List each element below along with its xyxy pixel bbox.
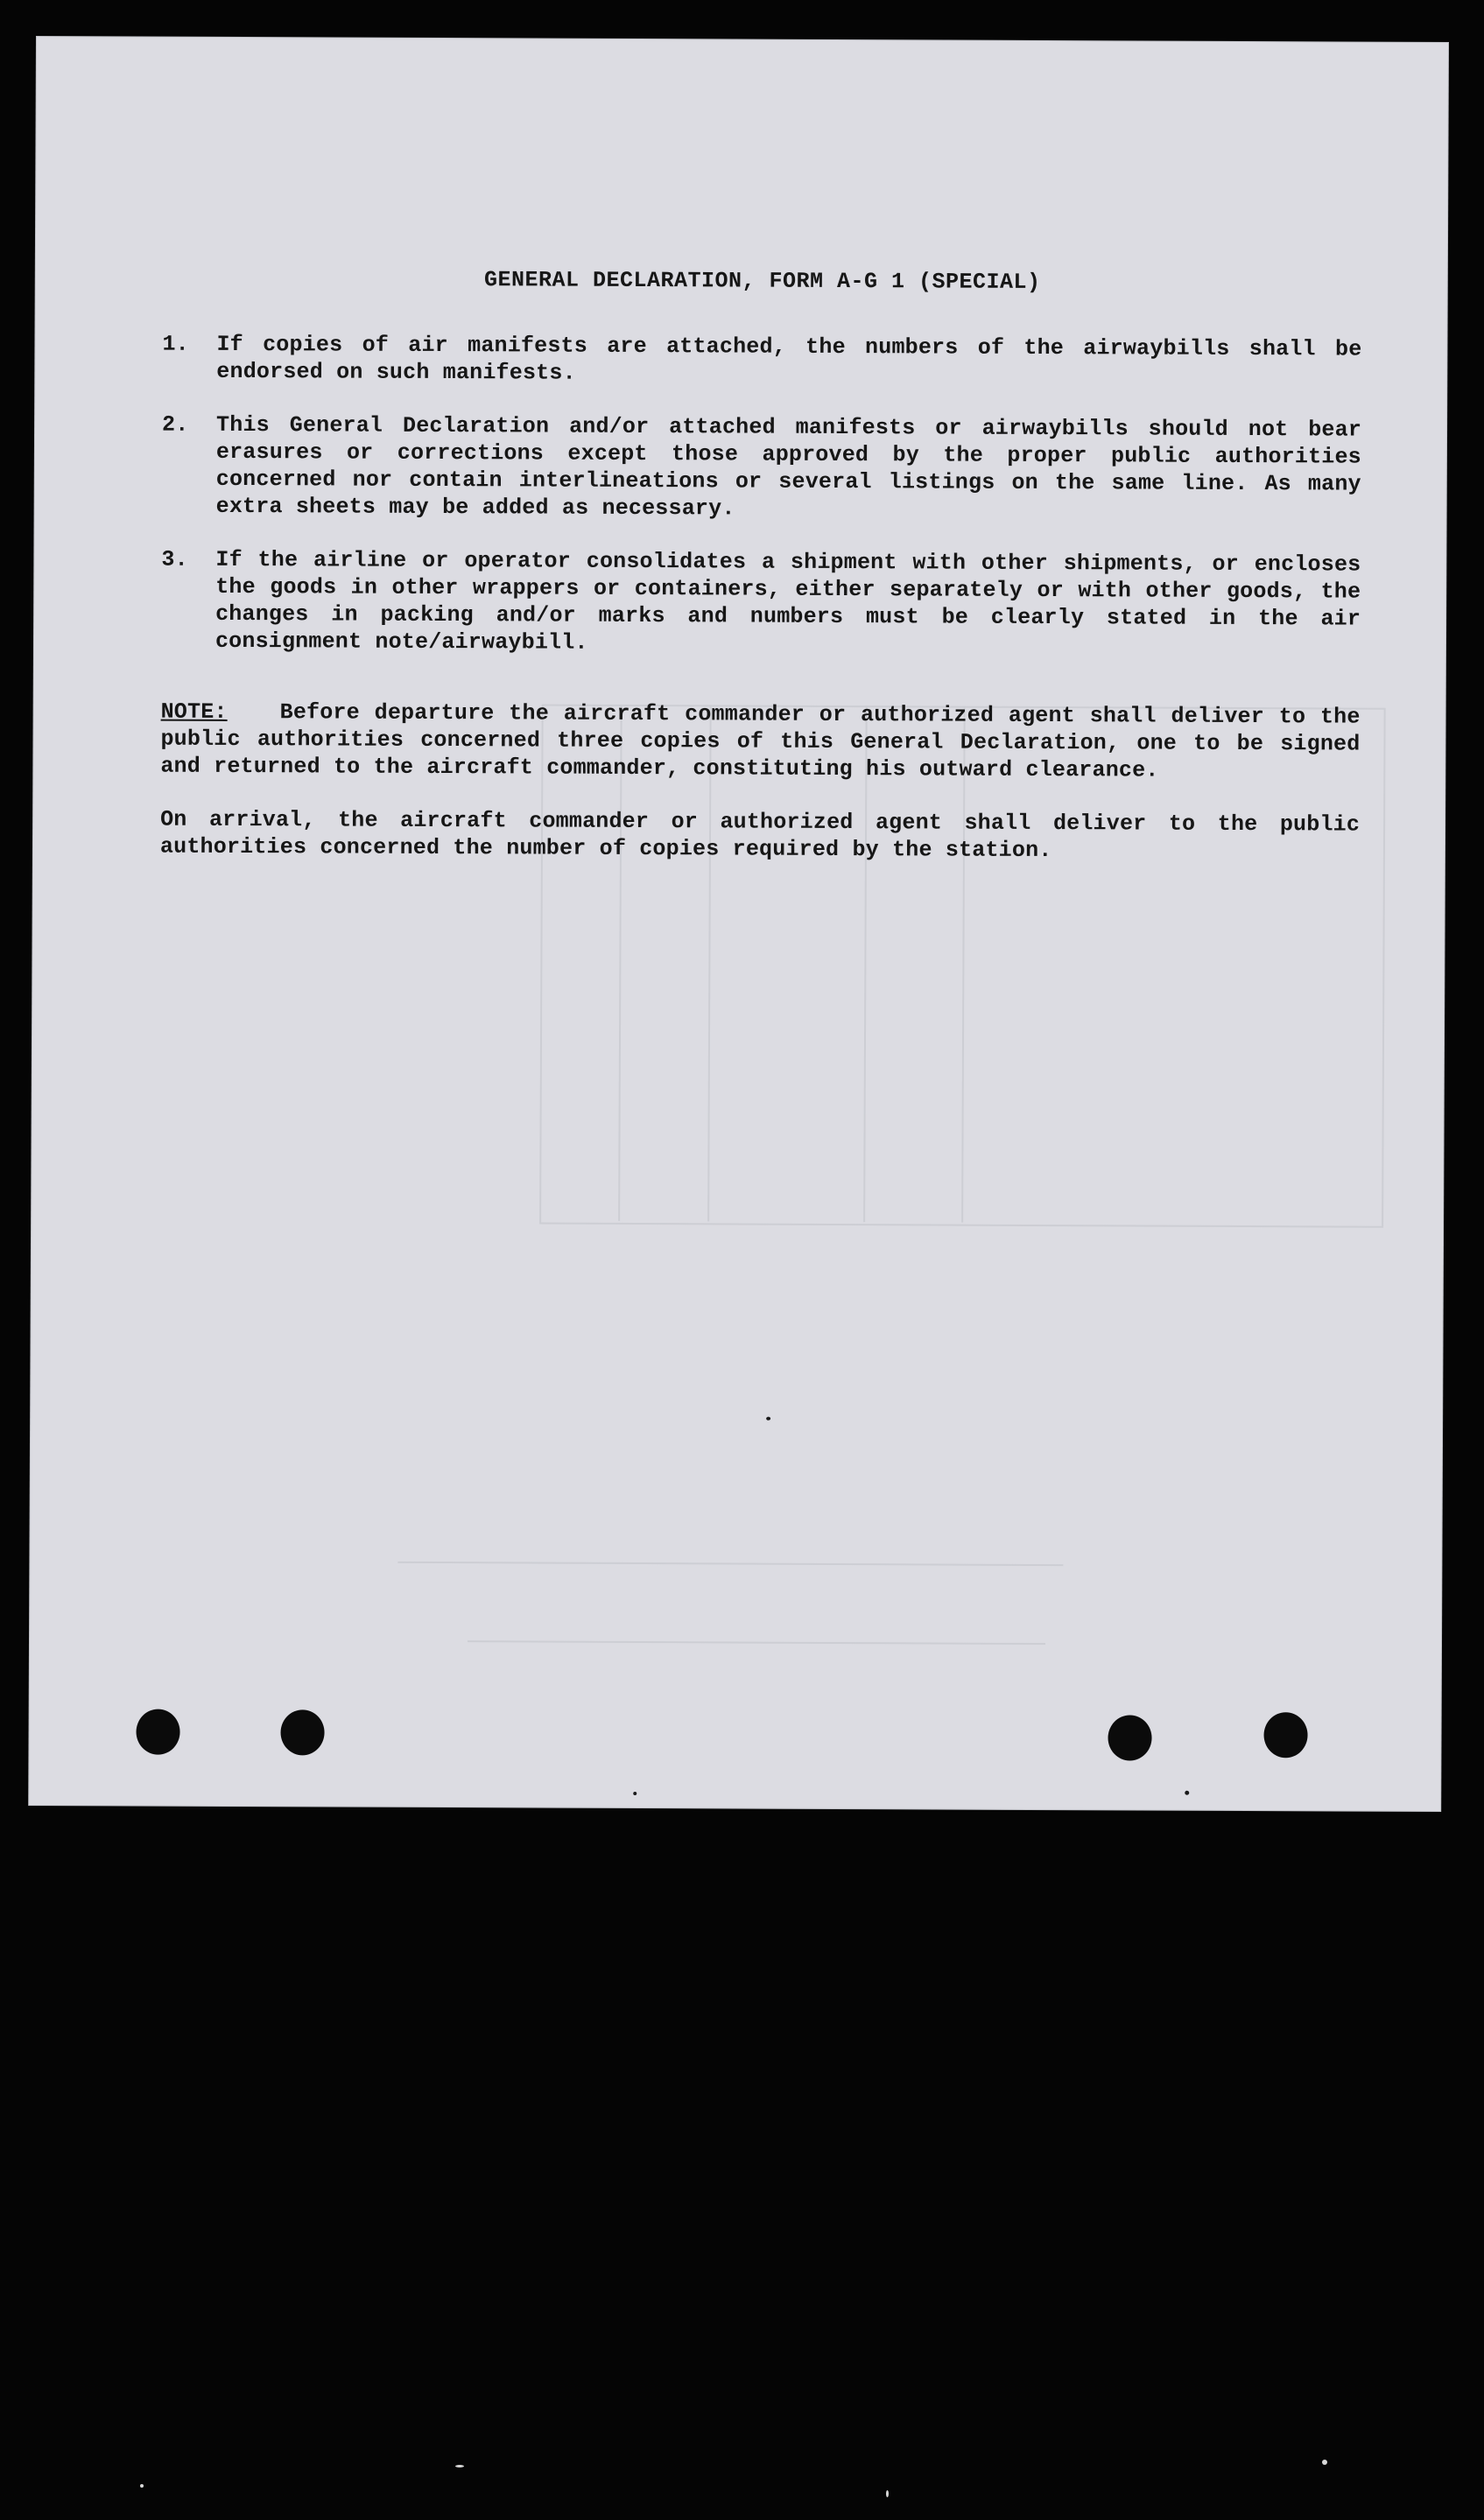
scan-speck [886,2490,889,2497]
note-paragraph [160,698,1360,785]
item-number: 2. [162,411,189,438]
instruction-item [161,546,1361,660]
item-text: If copies of air manifests are attached, the numbers of the airwaybills shall be endorsed on such manifests. [216,331,1362,386]
scan-speck [1322,2460,1327,2465]
note-label: NOTE: [160,698,228,725]
item-text: This General Declaration and/or attached manifests or airwaybills should not bear erasures or corrections except those approved by the proper public authorities concerned nor contain interlineations or several listings on the same line. As many extra sheets may be added as necessary. [215,411,1362,522]
instruction-item [162,411,1362,525]
page-title: GENERAL DECLARATION, FORM A-G 1 (SPECIAL) [483,267,1041,296]
item-text: If the airline or operator consolidates a shipment with other shipments, or encloses the goods in other wrappers or containers, either separately or with other goods, the changes in packing and/or marks and numbers must be clearly stated in the air consignment note/airwaybill. [215,546,1361,656]
note-text: Before departure the aircraft commander or authorized agent shall deliver to the public authorities concerned three copies of this General Declaration, one to be signed and returned to the aircraft commander, constituting his outward clearance. [160,699,1361,783]
bleed-through-line [397,1562,1063,1566]
punch-hole [1108,1715,1151,1760]
document-page [29,37,1448,1811]
dust-speck [633,1792,637,1795]
scan-speck [455,2465,464,2467]
bleed-through-line [468,1640,1045,1645]
scan-speck [140,2484,144,2488]
punch-hole [280,1709,324,1755]
item-number: 3. [161,546,188,572]
dust-speck [1185,1791,1189,1795]
punch-hole [1263,1712,1307,1758]
item-number: 1. [162,331,189,357]
dust-speck [766,1417,770,1421]
punch-hole [136,1709,179,1755]
instruction-item [162,331,1361,390]
arrival-paragraph: On arrival, the aircraft commander or authorized agent shall deliver to the public authorities concerned the number of copies required by the station. [159,806,1361,864]
declaration-instructions [160,265,1362,866]
